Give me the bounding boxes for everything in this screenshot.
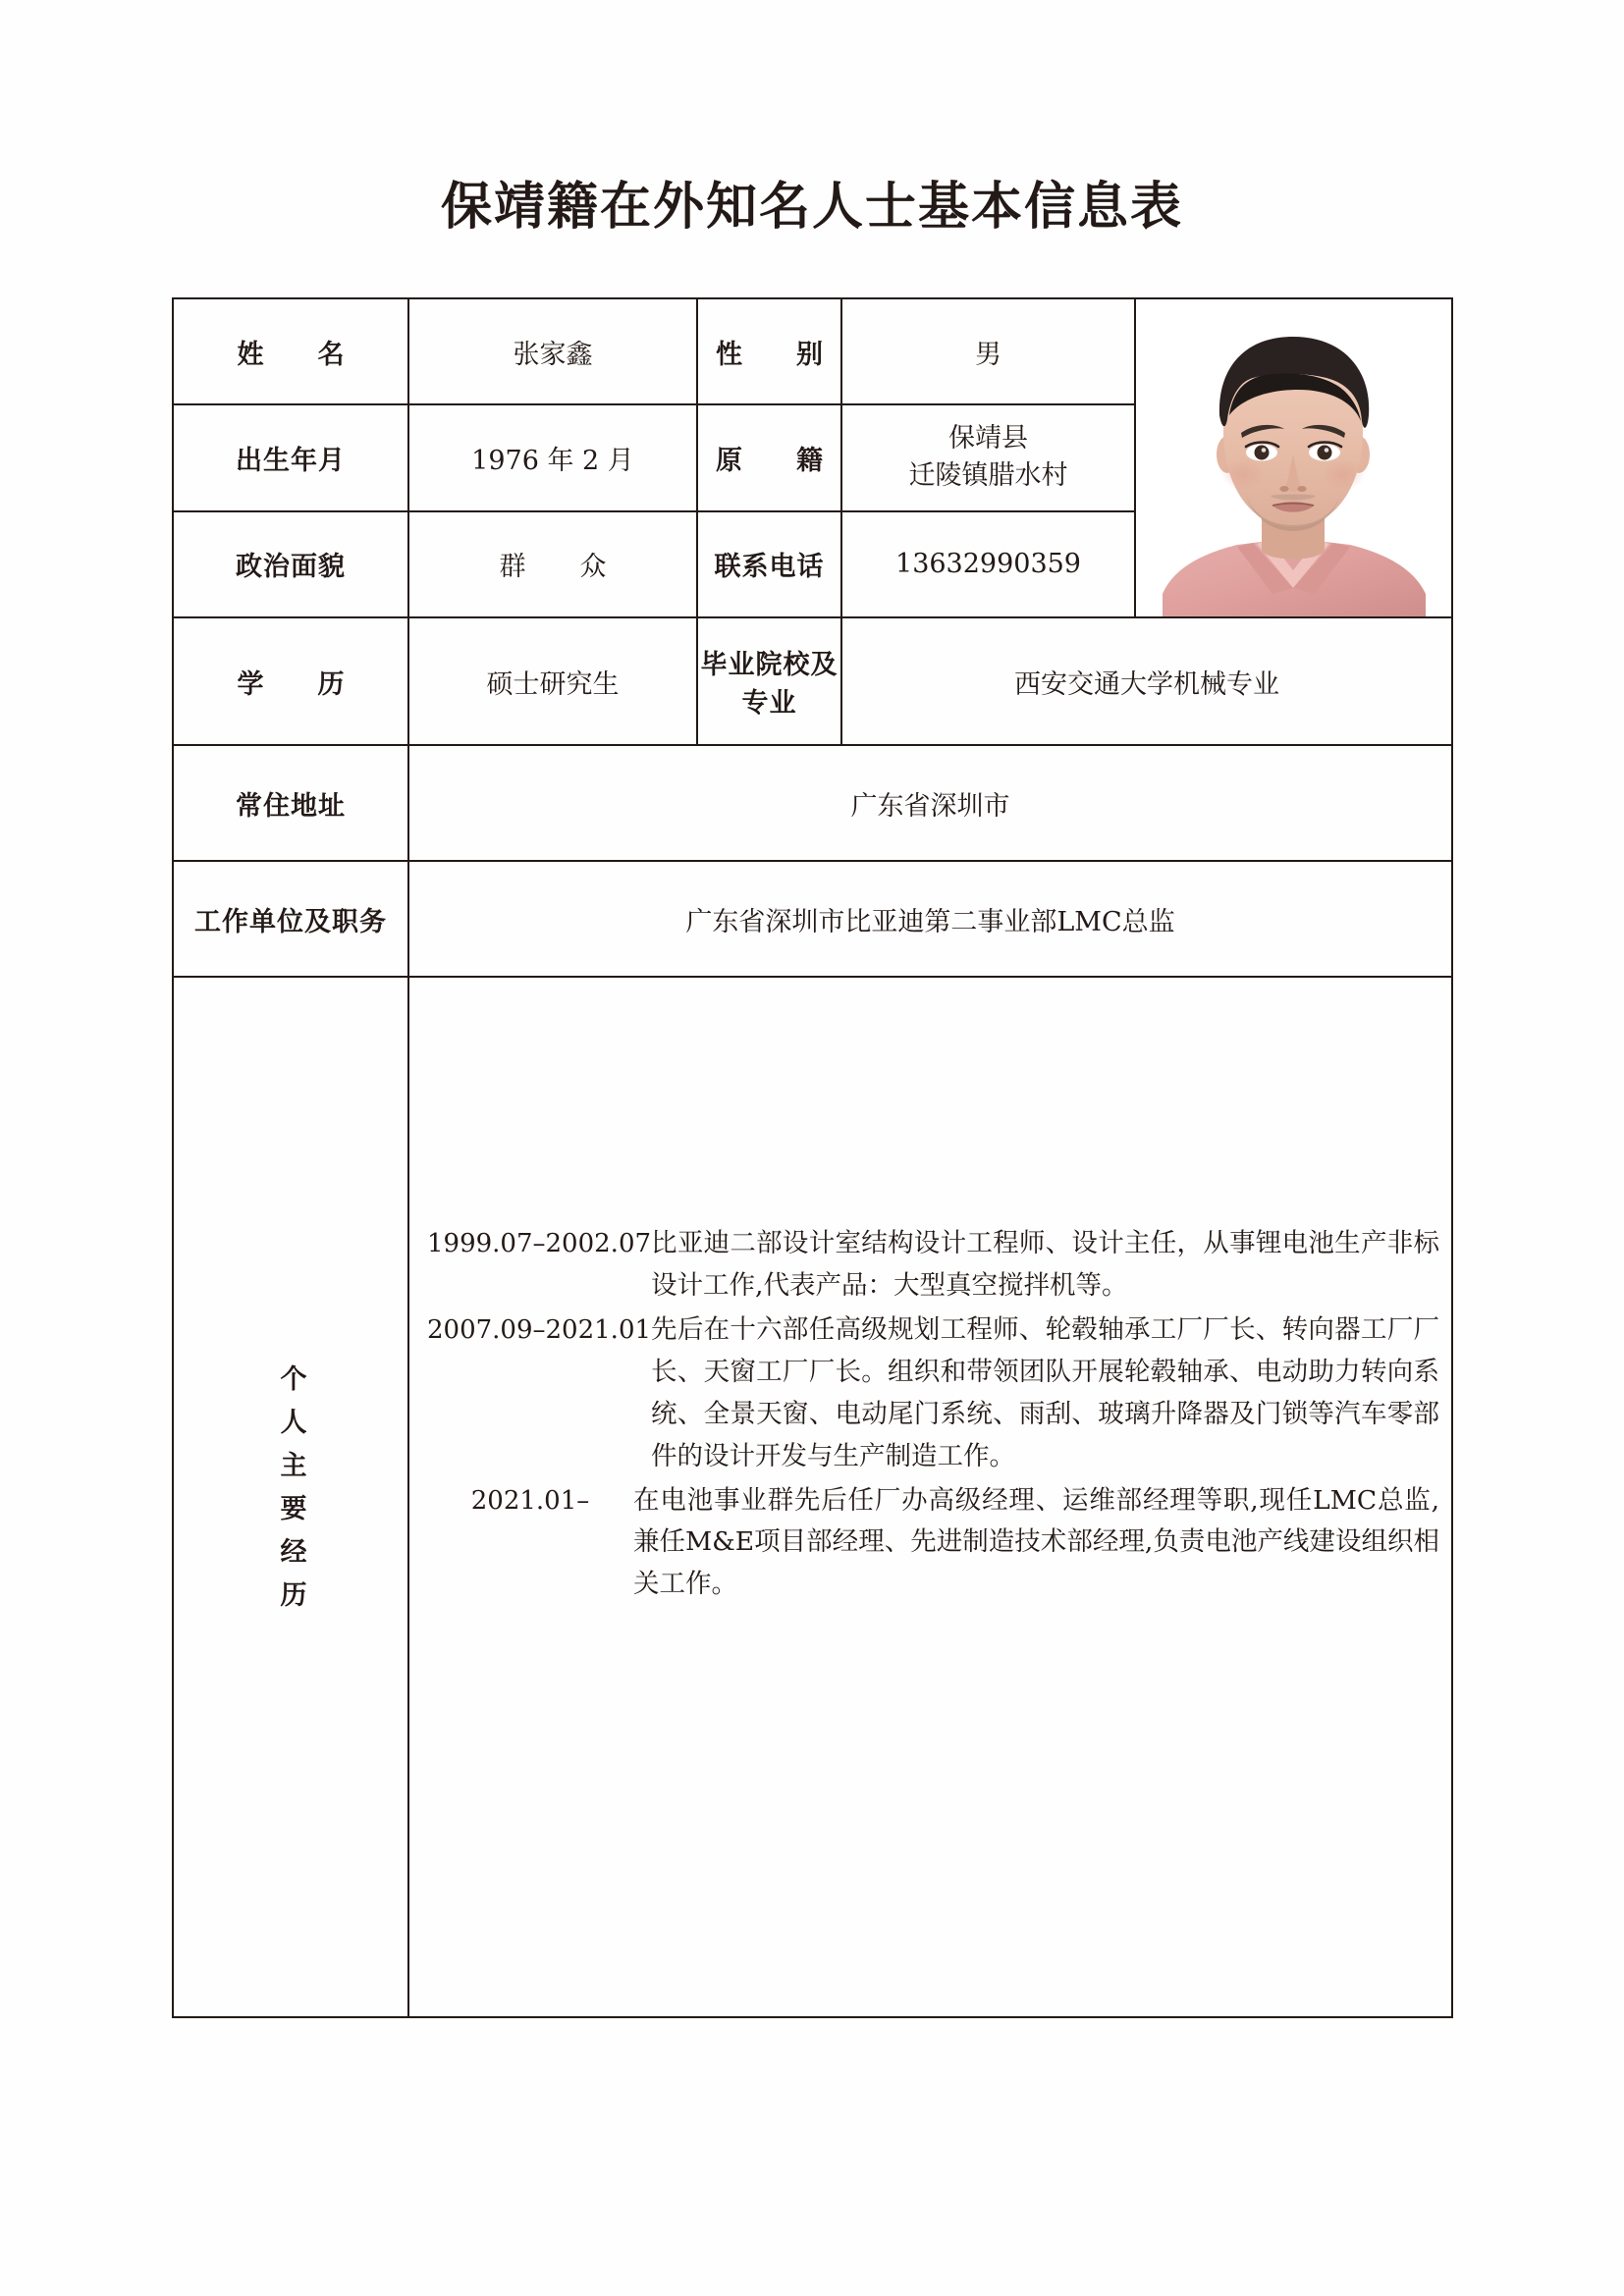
label-gender: 性 别	[697, 298, 841, 404]
label-school: 毕业院校及专业	[697, 617, 841, 745]
label-experience: 个人主要经历	[275, 1363, 306, 1624]
experience-body	[409, 978, 1451, 2016]
value-address: 广东省深圳市	[408, 745, 1452, 861]
experience-item	[427, 1309, 1439, 1478]
experience-text: 先后在十六部任高级规划工程师、轮毂轴承工厂厂长、转向器工厂厂长、天窗工厂厂长。组织和带领团队开展轮毂轴承、电动助力转向系统、全景天窗、电动尾门系统、雨刮、玻璃升降器及门锁等汽车零部件的设计开发与生产制造工作。	[651, 1313, 1439, 1471]
experience-item	[427, 1480, 1439, 1607]
label-birth-date: 出生年月	[173, 404, 408, 510]
experience-list	[427, 1223, 1439, 1608]
label-political-status: 政治面貌	[173, 511, 408, 617]
table-row-education	[173, 617, 1452, 745]
value-education: 硕士研究生	[408, 617, 697, 745]
value-birth-date: 1976 年 2 月	[408, 404, 697, 510]
experience-date: 2007.09–2021.01	[427, 1314, 652, 1345]
value-origin-line1: 保靖县	[948, 423, 1028, 454]
experience-date: 2021.01–	[470, 1485, 590, 1516]
experience-date: 1999.07–2002.07	[427, 1229, 652, 1258]
photo-cell	[1135, 298, 1452, 617]
value-political-status: 群 众	[408, 511, 697, 617]
label-education: 学 历	[173, 617, 408, 745]
value-phone: 13632990359	[841, 511, 1135, 617]
label-origin: 原 籍	[697, 404, 841, 510]
label-address: 常住地址	[173, 745, 408, 861]
table-row-experience	[173, 977, 1452, 2017]
label-phone: 联系电话	[697, 511, 841, 617]
table-row-address	[173, 745, 1452, 861]
page-title: 保靖籍在外知名人士基本信息表	[440, 177, 1183, 237]
value-experience-cell	[408, 977, 1452, 2017]
value-school: 西安交通大学机械专业	[841, 617, 1452, 745]
value-work-unit: 广东省深圳市比亚迪第二事业部LMC总监	[408, 861, 1452, 977]
value-origin-line2: 迁陵镇腊水村	[908, 460, 1068, 492]
experience-text: 在电池事业群先后任厂办高级经理、运维部经理等职,现任LMC总监,兼任M&E项目部经理、先进制造技术部经理,负责电池产线建设组织相关工作。	[633, 1484, 1439, 1600]
experience-text: 比亚迪二部设计室结构设计工程师、设计主任，从事锂电池生产非标设计工作,代表产品：大型真空搅拌机等。	[651, 1228, 1439, 1301]
label-name: 姓 名	[173, 298, 408, 404]
experience-item	[427, 1223, 1439, 1308]
table-row-name	[173, 298, 1452, 404]
personal-info-table	[172, 297, 1453, 2018]
value-origin	[841, 404, 1135, 510]
value-gender: 男	[841, 298, 1135, 404]
portrait-photo	[1136, 299, 1451, 616]
label-experience-cell	[173, 977, 408, 2017]
value-name: 张家鑫	[408, 298, 697, 404]
label-work-unit: 工作单位及职务	[173, 861, 408, 977]
table-row-work	[173, 861, 1452, 977]
portrait-illustration	[1136, 299, 1451, 616]
